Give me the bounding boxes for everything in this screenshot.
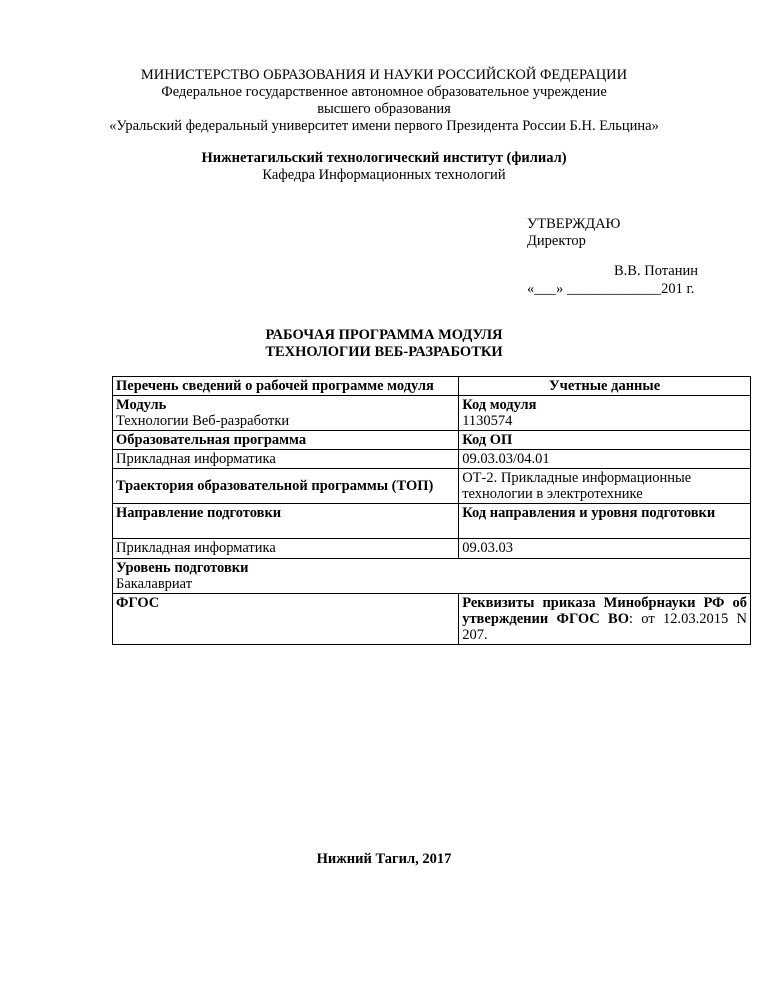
trajectory-value-line-1: ОТ-2. Прикладные информационные xyxy=(462,470,692,486)
document-header xyxy=(0,67,768,135)
level-label: Уровень подготовки xyxy=(116,560,249,576)
table-header-row xyxy=(113,377,751,396)
table-row-direction-values xyxy=(113,539,751,559)
trajectory-value-cell xyxy=(459,469,751,504)
trajectory-label: Траектория образовательной программы (ТОП) xyxy=(113,469,459,504)
approve-label: УТВЕРЖДАЮ xyxy=(527,216,621,232)
right-column-header: Учетные данные xyxy=(459,377,751,396)
program-label: Образовательная программа xyxy=(113,431,459,450)
program-code-label: Код ОП xyxy=(459,431,751,450)
institution-type-1: Федеральное государственное автономное образовательное учреждение xyxy=(161,84,607,100)
table-row-program-labels xyxy=(113,431,751,450)
level-value: Бакалавриат xyxy=(116,576,193,592)
approver-position: Директор xyxy=(527,233,586,249)
university-name: «Уральский федеральный университет имени первого Президента России Б.Н. Ельцина» xyxy=(109,118,659,134)
fgos-requisites-value: : от 12.03.2015 N 207. xyxy=(462,611,747,643)
module-label: Модуль xyxy=(116,397,167,413)
trajectory-value-line-2: технологии в электротехнике xyxy=(462,486,643,502)
approval-date-line: «___» _____________201 г. xyxy=(527,281,695,297)
approver-name: В.В. Потанин xyxy=(614,263,698,279)
institute-block xyxy=(0,150,768,184)
title-line-1: РАБОЧАЯ ПРОГРАММА МОДУЛЯ xyxy=(265,327,503,343)
program-code-value: 09.03.03/04.01 xyxy=(459,450,751,469)
department-name: Кафедра Информационных технологий xyxy=(262,167,506,183)
ministry-name: МИНИСТЕРСТВО ОБРАЗОВАНИЯ И НАУКИ РОССИЙСКОЙ ФЕДЕРАЦИИ xyxy=(140,67,628,83)
approval-block xyxy=(527,216,727,297)
module-code-cell xyxy=(459,396,751,431)
module-code-label: Код модуля xyxy=(462,397,537,413)
level-empty-cell xyxy=(459,559,751,594)
module-code-value: 1130574 xyxy=(462,413,513,429)
city-year: Нижний Тагил, 2017 xyxy=(316,851,452,867)
program-info-table xyxy=(112,376,751,645)
table-row-trajectory xyxy=(113,469,751,504)
document-title xyxy=(0,327,768,361)
module-value: Технологии Веб-разработки xyxy=(116,413,290,429)
title-line-2: ТЕХНОЛОГИИ ВЕБ-РАЗРАБОТКИ xyxy=(265,344,503,360)
direction-value: Прикладная информатика xyxy=(113,539,459,559)
direction-label: Направление подготовки xyxy=(113,504,459,539)
fgos-label: ФГОС xyxy=(113,594,459,645)
fgos-requisites-cell xyxy=(459,594,751,645)
direction-code-value: 09.03.03 xyxy=(459,539,751,559)
table-row-fgos xyxy=(113,594,751,645)
institution-type-2: высшего образования xyxy=(317,101,451,117)
program-value: Прикладная информатика xyxy=(113,450,459,469)
table-row-module xyxy=(113,396,751,431)
fgos-requisites-label: Реквизиты приказа Минобрнауки РФ об утверждении ФГОС ВО xyxy=(462,595,747,627)
institute-name: Нижнетагильский технологический институт (филиал) xyxy=(201,150,567,166)
left-column-header: Перечень сведений о рабочей программе модуля xyxy=(113,377,459,396)
table-row-level xyxy=(113,559,751,594)
module-cell xyxy=(113,396,459,431)
table-row-program-values xyxy=(113,450,751,469)
direction-code-label: Код направления и уровня подготовки xyxy=(459,504,751,539)
table-row-direction-labels xyxy=(113,504,751,539)
level-cell xyxy=(113,559,459,594)
